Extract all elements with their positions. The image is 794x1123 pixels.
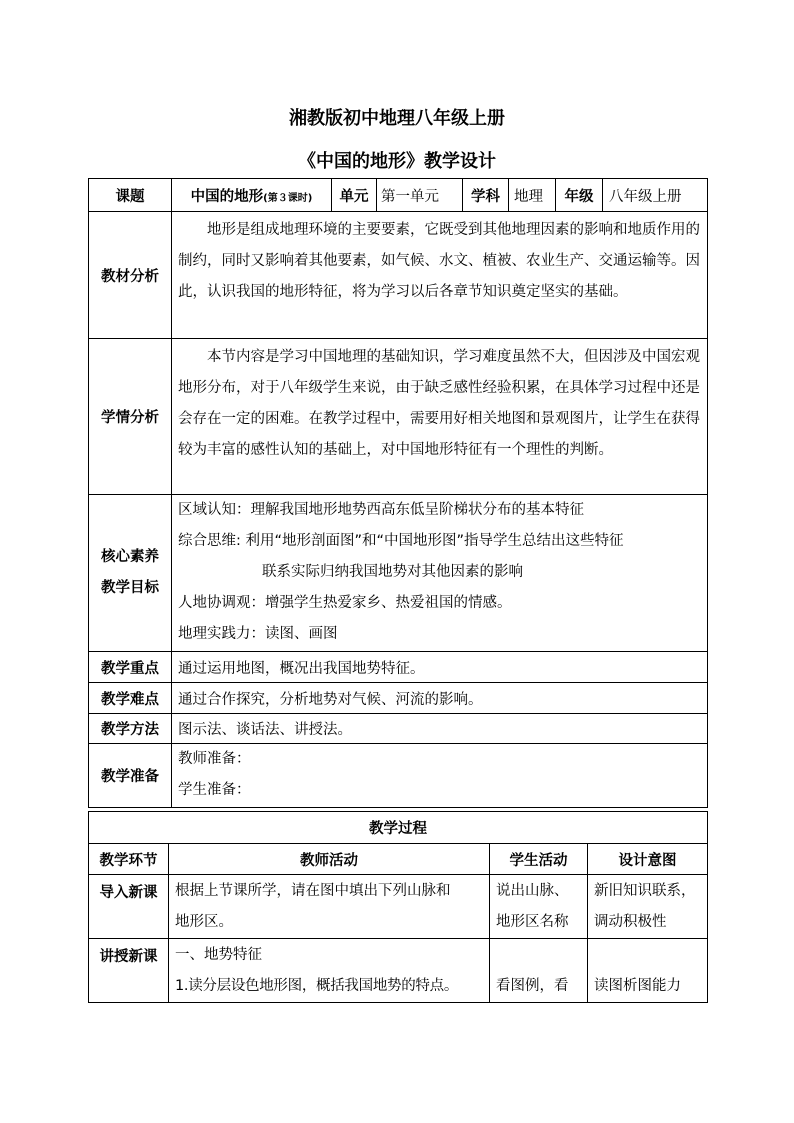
purpose-new bbox=[588, 939, 708, 1003]
topic-label: 课题 bbox=[89, 179, 172, 212]
goals-label-line2: 教学目标 bbox=[101, 580, 159, 596]
topic-cell bbox=[172, 179, 332, 212]
student-line bbox=[496, 940, 581, 971]
col-purpose: 设计意图 bbox=[588, 844, 708, 875]
goal-synthesis-cont: 联系实际归纳我国地势对其他因素的影响 bbox=[262, 564, 523, 580]
topic-row bbox=[89, 179, 708, 212]
difficulty-text: 通过合作探究，分析地势对气候、河流的影响。 bbox=[172, 683, 708, 714]
teacher-line: 一、地势特征 bbox=[175, 947, 262, 963]
student-line: 看图例，看 bbox=[496, 978, 569, 994]
learner-label: 学情分析 bbox=[89, 339, 172, 495]
learner-row bbox=[89, 339, 708, 495]
key-label: 教学重点 bbox=[89, 652, 172, 683]
goals-label bbox=[89, 495, 172, 652]
teacher-line: 地形区。 bbox=[175, 914, 233, 930]
material-label: 教材分析 bbox=[89, 212, 172, 339]
student-activity-new bbox=[490, 939, 588, 1003]
process-header-row bbox=[89, 844, 708, 875]
method-label: 教学方法 bbox=[89, 714, 172, 744]
difficulty-row bbox=[89, 683, 708, 714]
goals-row bbox=[89, 495, 708, 652]
topic-note: (第３课时) bbox=[263, 192, 313, 204]
goals-text bbox=[172, 495, 708, 652]
material-row bbox=[89, 212, 708, 339]
purpose-line: 读图析图能力 bbox=[594, 978, 681, 994]
purpose-intro bbox=[588, 875, 708, 939]
teacher-line: 1.读分层设色地形图，概括我国地势的特点。 bbox=[175, 978, 459, 994]
difficulty-label: 教学难点 bbox=[89, 683, 172, 714]
unit-value: 第一单元 bbox=[377, 179, 463, 212]
goals-label-line1: 核心素养 bbox=[101, 549, 159, 565]
teacher-activity-new bbox=[169, 939, 490, 1003]
method-text: 图示法、谈话法、讲授法。 bbox=[172, 714, 708, 744]
process-title: 教学过程 bbox=[89, 812, 708, 844]
lesson-info-table bbox=[88, 178, 708, 808]
col-stage: 教学环节 bbox=[89, 844, 169, 875]
goal-synthesis: 综合思维: 利用“地形剖面图”和“中国地形图”指导学生总结出这些特征 bbox=[178, 533, 624, 549]
stage-new: 讲授新课 bbox=[89, 939, 169, 1003]
teacher-line: 根据上节课所学，请在图中填出下列山脉和 bbox=[175, 883, 451, 899]
grade-label: 年级 bbox=[556, 179, 603, 212]
prep-label: 教学准备 bbox=[89, 744, 172, 808]
learner-text: 本节内容是学习中国地理的基础知识，学习难度虽然不大，但因涉及中国宏观地形分布，对于八年级学生来说，由于缺乏感性经验积累，在具体学习过程中还是会存在一定的困难。在教学过程中，需要用好相关地图和景观图片，让学生在获得较为丰富的感性认知的基础上，对中国地形特征有一个理性的判断。 bbox=[172, 339, 708, 495]
subject-label: 学科 bbox=[463, 179, 509, 212]
prep-row bbox=[89, 744, 708, 808]
purpose-line bbox=[594, 940, 701, 971]
goal-regional: 区域认知：理解我国地形地势西高东低呈阶梯状分布的基本特征 bbox=[178, 502, 584, 518]
grade-value: 八年级上册 bbox=[603, 179, 708, 212]
teacher-prep: 教师准备： bbox=[178, 751, 251, 767]
document-title: 湘教版初中地理八年级上册 bbox=[289, 108, 505, 129]
goal-practice: 地理实践力：读图、画图 bbox=[178, 626, 338, 642]
subject-value: 地理 bbox=[509, 179, 556, 212]
col-teacher: 教师活动 bbox=[169, 844, 490, 875]
student-line: 说出山脉、 bbox=[496, 883, 569, 899]
stage-intro: 导入新课 bbox=[89, 875, 169, 939]
student-activity-intro bbox=[490, 875, 588, 939]
purpose-line: 调动积极性 bbox=[594, 914, 667, 930]
purpose-line: 新旧知识联系， bbox=[594, 883, 696, 899]
student-line: 地形区名称 bbox=[496, 914, 569, 930]
key-row bbox=[89, 652, 708, 683]
topic-value: 中国的地形 bbox=[190, 188, 264, 205]
document-subtitle: 《中国的地形》教学设计 bbox=[298, 151, 496, 172]
col-student: 学生活动 bbox=[490, 844, 588, 875]
student-prep: 学生准备： bbox=[178, 782, 251, 798]
prep-text bbox=[172, 744, 708, 808]
method-row bbox=[89, 714, 708, 744]
process-table bbox=[88, 811, 708, 1003]
key-text: 通过运用地图，概况出我国地势特征。 bbox=[172, 652, 708, 683]
process-title-row bbox=[89, 812, 708, 844]
table-row bbox=[89, 875, 708, 939]
material-text: 地形是组成地理环境的主要要素，它既受到其他地理因素的影响和地质作用的制约，同时又影响着其他要素，如气候、水文、植被、农业生产、交通运输等。因此，认识我国的地形特征，将为学习以后各章节知识奠定坚实的基础。 bbox=[172, 212, 708, 339]
teacher-activity-intro bbox=[169, 875, 490, 939]
unit-label: 单元 bbox=[332, 179, 377, 212]
goal-harmony: 人地协调观：增强学生热爱家乡、热爱祖国的情感。 bbox=[178, 595, 512, 611]
table-row bbox=[89, 939, 708, 1003]
